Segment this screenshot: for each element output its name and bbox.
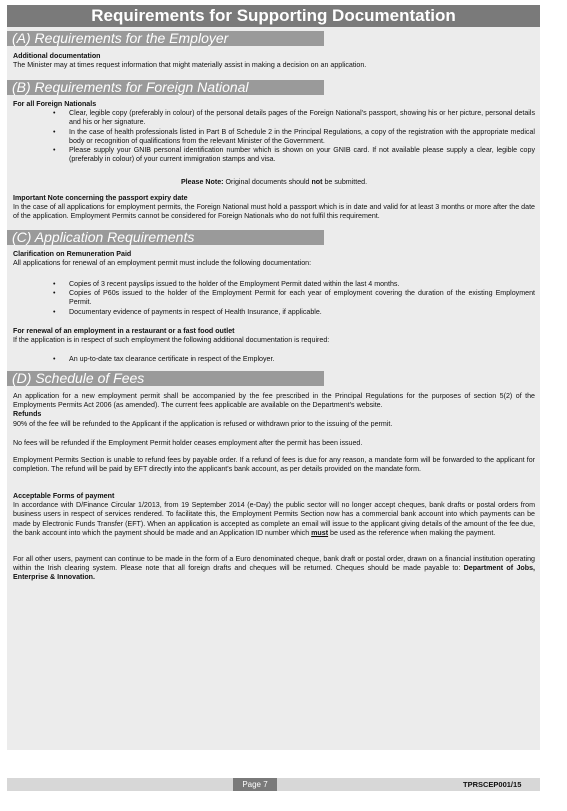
section-c-header: (C) Application Requirements: [7, 230, 324, 245]
fees-paragraph-4: [13, 555, 535, 583]
section-c-bullet-2-1: • An up-to-date tax clearance certificate in respect of the Employer.: [13, 355, 535, 364]
section-a-text: The Minister may at times request information that might materially assist in making a decision on an application.: [13, 61, 367, 70]
section-a-body: [13, 52, 535, 70]
fees-paragraph-2: No fees will be refunded if the Employment Permit holder ceases employment after the permit has been issued.: [13, 439, 363, 447]
fees-paragraph-3: Employment Permits Section is unable to refund fees by payable order. If a refund of fees is due for any reason, a mandate form will be forwarded to the applicant for completion. The refund will be paid by EFT directly into the applicant's bank account, as per details provided on the mandate form.: [13, 456, 535, 474]
section-b-body: [13, 100, 535, 164]
note-mid: Original documents should: [223, 178, 312, 186]
important-note-heading: Important Note concerning the passport expiry date: [13, 194, 188, 202]
section-c-subhead: Clarification on Remuneration Paid: [13, 250, 132, 258]
note-prefix: Please Note:: [180, 178, 224, 186]
page-number: Page 7: [233, 778, 277, 791]
section-c-restaurant: [13, 327, 535, 345]
fees-paragraph-1: An application for a new employment permit shall be accompanied by the fee prescribed in the Principal Regulations for the purposes of section 5(2) of the Employments Permits Act 2006 (as amended). The current fees applicable are available on the Department’s website.: [13, 392, 535, 410]
section-c-intro-2: If the application is in respect of such employment the following additional documentation is required:: [13, 336, 330, 345]
payment-forms-text-b: be used as the reference when making the payment.: [328, 528, 496, 537]
section-c-bullet-1: • Copies of 3 recent payslips issued to the holder of the Employment Permit dated within the last 4 months.: [13, 280, 535, 289]
section-b-bullet-1: • Clear, legible copy (preferably in colour) of the personal details pages of the Foreign National’s passport, showing his or her picture, personal details and his or her signature.: [13, 109, 535, 127]
section-c-intro: All applications for renewal of an employment permit must include the following documentation:: [13, 259, 312, 268]
section-c-subhead-2: For renewal of an employment in a restaurant or a fast food outlet: [13, 327, 235, 335]
note-end: be submitted.: [322, 178, 368, 186]
section-b-note: [13, 178, 535, 187]
section-c-bullets: [13, 280, 535, 317]
important-note-text: In the case of all applications for employment permits, the Foreign National must hold a passport which is in date and valid for at least 3 months or more after the date of the application. Employment Permits cannot be considered for Foreign Nationals who do not fulfil this requirement.: [13, 203, 535, 221]
section-b-bullet-3: • Please supply your GNIB personal identification number which is shown on your GNIB card. If not available please supply a clear, legible copy (preferably in colour) of your current immigration stamps and visa.: [13, 146, 535, 164]
refunds-heading: Refunds: [13, 410, 42, 419]
section-c-bullets-2: [13, 355, 535, 364]
important-note: [13, 194, 535, 222]
payee-name: Department of Jobs, Enterprise & Innovation.: [13, 564, 535, 582]
note-bold: not: [311, 178, 323, 186]
page-title: Requirements for Supporting Documentation: [7, 5, 540, 27]
section-a-header: (A) Requirements for the Employer: [7, 31, 324, 46]
payment-forms-heading: Acceptable Forms of payment: [13, 492, 115, 500]
document-page: [7, 5, 540, 750]
document-code: TPRSCEP001/15: [463, 780, 522, 789]
payment-forms-text-a: In accordance with D/Finance Circular 1/2013, from 19 September 2014 (e-Day) the public sector will no longer accept cheques, bank drafts or postal orders from business users in respect of services rendered. To facilitate this, the Employment Permits Section now has a commercial bank account into which payments can be made by Electronic Funds Transfer (EFT). When an application is accepted as complete an email will issue to the applicant giving details of the amount of the fee due, the bank account into which the payment should be made and an Application ID number which: [13, 501, 535, 537]
section-c-bullet-3: • Documentary evidence of payments in respect of Health Insurance, if applicable.: [13, 308, 535, 317]
section-b-header: (B) Requirements for Foreign National: [7, 80, 324, 95]
section-b-bullet-2: • In the case of health professionals listed in Part B of Schedule 2 in the Principal Regulations, a copy of the registration with the appropriate medical body or recognition of qualifications from the relevant Minister of the Government.: [13, 128, 535, 146]
section-d-body: [13, 392, 535, 429]
section-c-body: [13, 250, 535, 268]
payment-forms-must: must: [311, 528, 329, 537]
section-a-subhead: Additional documentation: [13, 52, 101, 60]
refunds-text: 90% of the fee will be refunded to the Applicant if the application is refused or withdrawn prior to the issuing of the permit.: [13, 419, 393, 428]
payment-forms: [13, 492, 535, 538]
fees-paragraph-4-text: For all other users, payment can continue to be made in the form of a Euro denominated cheque, bank draft or postal order, drawn on a financial institution operating within the Irish clearing system. Please note that all foreign drafts and cheques will be returned. Cheques should be made payable to:: [13, 555, 535, 573]
section-b-subhead: For all Foreign Nationals: [13, 100, 97, 108]
section-d-header: (D) Schedule of Fees: [7, 371, 324, 386]
section-c-bullet-2: • Copies of P60s issued to the holder of the Employment Permit for each year of employment covering the duration of the existing Employment Permit.: [13, 289, 535, 307]
